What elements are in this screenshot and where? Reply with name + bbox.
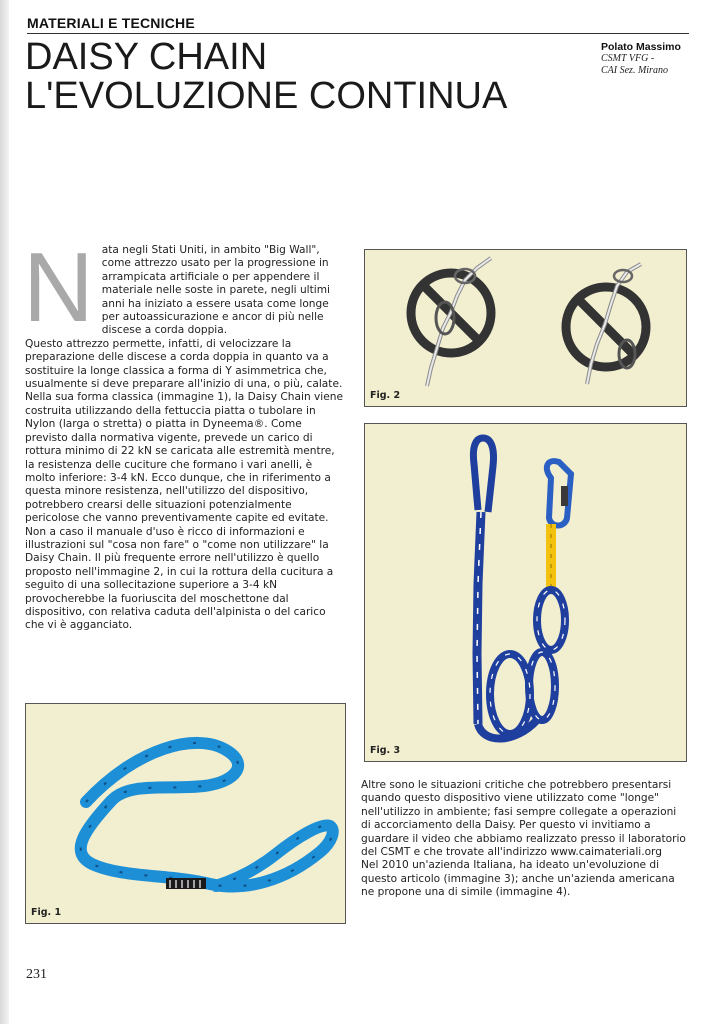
section-label: MATERIALI E TECNICHE [27,15,195,31]
title-line-2: L'EVOLUZIONE CONTINUA [25,75,508,117]
title-line-1: DAISY CHAIN [25,36,268,78]
author-affiliation-2: CAI Sez. Mirano [601,65,668,76]
header-rule [27,33,689,34]
paragraph-intro: ata negli Stati Uniti, in ambito "Big Wall", come attrezzo usato per la progressione in arrampicata artificiale o per appendere il materiale nelle soste in parete, negli ultimi anni ha iniziato a essere usata come longe per autoassicurazione e ancor di più nelle discese a corda doppia. [101,244,330,337]
evolved-daisy-chain-photo [365,424,686,761]
author-affiliation-1: CSMT VFG - [601,53,655,64]
page-number: 231 [26,967,47,982]
page-spine-shadow [0,0,9,1024]
figure-2 [364,249,687,407]
article-title [25,38,507,116]
prohibited-usage-icon-2 [566,264,646,384]
figure-2-caption: Fig. 2 [370,390,401,401]
figure-1-caption: Fig. 1 [31,907,62,918]
figure-1 [25,703,346,924]
prohibited-usage-icon-1 [411,258,491,386]
drop-cap: N [23,232,94,342]
article-right-column [361,779,686,900]
wrong-usage-illustration [365,250,686,406]
figure-3-caption: Fig. 3 [370,745,401,756]
paragraph-critical-situations: Altre sono le situazioni critiche che potrebbero presentarsi quando questo dispositivo viene utilizzato come "longe" nell'utilizzo in ambiente; fasi sempre collegate a operazioni di accorciamento della Daisy. Per questo vi invitiamo a guardare il video che abbiamo realizzato presso il laboratorio del CSMT e che trovate all'indirizzo www.caimateriali.org [361,779,686,859]
classic-daisy-chain-photo [26,704,345,923]
paragraph-classic-form: Nella sua forma classica (immagine 1), la Daisy Chain viene costruita utilizzando della fettuccia piatta o tubolare in Nylon (larga o stretta) o piatta in Dyneema®. Come previsto dalla normativa vigente, prevede un carico di rottura minimo di 22 kN se caricata alle estremità mentre, la resistenza delle cuciture che formano i vari anelli, è molto inferiore: 3-4 kN. Ecco dunque, che in riferimento a questa minore resistenza, nell'utilizzo del dispositivo, potrebbero crearsi delle situazioni potenzialmente pericolose che vanno preventivamente capite ed evitate. Non a caso il manuale d'uso è ricco di informazioni e illustrazioni sul "cosa non fare" o "come non utilizzare" la Daisy Chain. Il più frequente errore nell'utilizzo è quello proposto nell'immagine 2, in cui la rottura della cucitura a seguito di una sollecitazione superiore a 3-4 kN provocherebbe la fuoriuscita del moschettone dal dispositivo, con relativa caduta dell'alpinista o del carico che vi è agganciato. [25,391,343,632]
article-left-column [23,232,343,633]
figure-3 [364,423,687,762]
paragraph-evolution: Nel 2010 un'azienda Italiana, ha ideato un'evoluzione di questo articolo (immagine 3); anche un'azienda americana ne propone una di simile (immagine 4). [361,859,675,899]
author-name: Polato Massimo [601,41,681,53]
paragraph-purpose: Questo attrezzo permette, infatti, di velocizzare la preparazione delle discese a corda doppia in quanto va a sostituire la longe classica a forma di Y asimmetrica che, usualmente si deve preparare all'inizio di una, o più, calate. [25,337,343,391]
author-block [601,41,701,77]
